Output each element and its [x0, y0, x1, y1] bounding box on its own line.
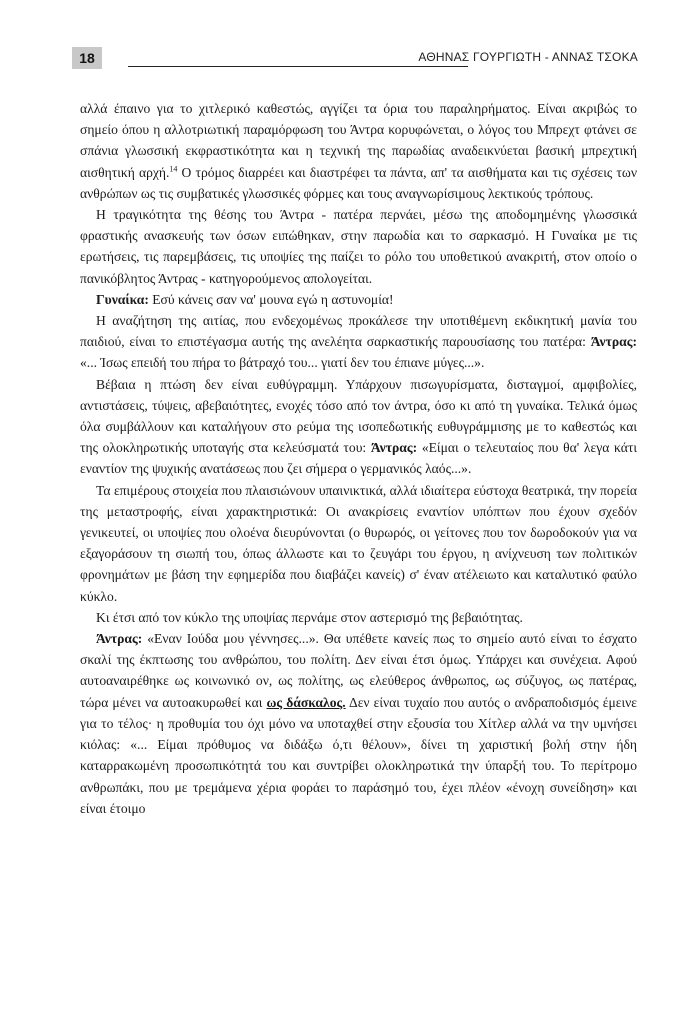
paragraph-8 [80, 628, 637, 819]
page-number: 18 [72, 47, 102, 69]
paragraph-2: Η τραγικότητα της θέσης του Άντρα - πατέρα περνάει, μέσω της αποδομημένης γλωσσικά φραστικής ανασκευής των όσων ειπώθηκαν, στην παρωδία και το σαρκασμό. Η Γυναίκα με τις ερωτήσεις, τις παρεμβάσεις, τις υποψίες της παίζει το ρόλο του υποθετικού ανακριτή, στον οποίο ο πανικόβλητος Άντρας - κατηγορούμενος απολογείται. [80, 207, 637, 286]
paragraph-7: Κι έτσι από τον κύκλο της υποψίας περνάμε στον αστερισμό της βεβαιότητας. [96, 609, 523, 625]
paragraph-4 [80, 310, 637, 374]
paragraph-text: Βέβαια η πτώση δεν είναι ευθύγραμμη. Υπάρχουν πισωγυρίσματα, δισταγμοί, αμφιβολίες, αντιστάσεις, τύψεις, αβεβαιότητες, ενοχές τόσο από τον άντρα, όσο κι από τη γυναίκα. Τελικά όμως όλα συμβάλλουν και καταλήγουν στο ρεύμα της ισοπεδωτικής ευθυγράμμισης με το καθεστώς και της ολοκληρωτικής υποταγής στα κελεύσματά του: [80, 376, 637, 456]
paragraph-1 [80, 98, 637, 204]
emphasized-phrase: ως δάσκαλος. [266, 694, 346, 710]
paragraph-text: αλλά έπαινο για το χιτλερικό καθεστώς, αγγίζει τα όρια του παραληρήματος. Είναι ακριβώς το σημείο όπου η αλλοτριωτική παραμόρφωση του Άντρα κορυφώνεται, ο λόγος του Μπρεχτ φτάνει σε σπάνια γλωσσική εκφραστικότητα και η τεχνική της παρωδίας αναδεικνύεται βασική μπρεχτική αισθητική αρχή. [80, 101, 637, 180]
speaker-label: Άντρας: [370, 440, 418, 456]
paragraph-3 [80, 289, 637, 310]
body-text [80, 98, 637, 819]
speaker-label: Άντρας: [96, 631, 143, 647]
paragraph-text: Θα υπέθετε κανείς πως το σημείο αυτό είναι το έσχατο σκαλί της έκπτωσης του ανθρώπου, του πολίτη. Δεν είναι έτσι όμως. Υπάρχει και συνέχεια. Αφού αυτοαναιρέθηκε ως κοινωνικό ον, ως πολίτης, ως ελεύθερος άνθρωπος, ως σύζυγος, ως πατέρας, τώρα μένει να αυτοακυρωθεί και [80, 631, 637, 710]
dialogue-line: Εσύ κάνεις σαν να' μουνα εγώ η αστυνομία! [148, 291, 394, 307]
page-header [72, 47, 638, 71]
footnote-marker: 14 [169, 164, 178, 174]
running-head: ΑΘΗΝΑΣ ΓΟΥΡΓΙΩΤΗ - ΑΝΝΑΣ ΤΣΟΚΑ [418, 50, 638, 64]
speaker-label: Άντρας: [590, 334, 637, 350]
dialogue-quote: «Εναν Ιούδα μου γέννησες...». [142, 631, 319, 647]
header-rule [128, 66, 468, 67]
paragraph-text: Ο τρόμος διαρρέει και διαστρέφει τα πάντα, απ' τα αισθήματα και τις σχέσεις των ανθρώπων ως τις συμβατικές γλωσσικές φόρμες και τους αναγνωρίσιμους λεκτικούς τρόπους. [80, 164, 637, 201]
paragraph-text: Η αναζήτηση της αιτίας, που ενδεχομένως προκάλεσε την υποτιθέμενη εκδικητική μανία του παιδιού, είναι το επιστέγασμα αυτής της ανελέητα σαρκαστικής παρουσίασης του πατέρα: [80, 313, 637, 350]
speaker-label: Γυναίκα: [96, 291, 149, 307]
dialogue-quote: «Είμαι ο τελευταίος που θα' λεγα κάτι εναντίον της ψυχικής ανατάσεως που ζει σήμερα ο γερμανικός λαός...». [80, 440, 637, 477]
paragraph-text: Δεν είναι τυχαίο που αυτός ο ανδραποδισμός έμεινε για το τέλος· η προθυμία του όχι μόνο να υποταχθεί στην εξουσία του Χίτλερ αλλά να την υμνήσει κιόλας: «... Είμαι πρόθυμος να διδάξω ό,τι θέλουν», δίνει τη χαριστική βολή στην ήδη καταρρακωμένη προσωπικότητά του και συντρίβει ολοκληρωτικά την ύπαρξή του. Το περίτρομο ανθρωπάκι, που με τρεμάμενα χέρια φοράει το παράσημό του, έχει πλέον «ένοχη συνείδηση» και είναι έτοιμο [80, 694, 637, 816]
dialogue-quote: «... Ίσως επειδή του πήρα το βάτραχό του... γιατί δεν του έπιανε μύγες...». [80, 355, 485, 371]
paragraph-5 [80, 374, 637, 480]
paragraph-6: Τα επιμέρους στοιχεία που πλαισιώνουν υπαινικτικά, αλλά ιδιαίτερα εύστοχα θεατρικά, την πορεία της μεταστροφής, είναι χαρακτηριστικά: Οι ανακρίσεις εναντίον υπόπτων που έχουν σχεδόν γενικευτεί, οι υποψίες που ολοένα διευρύνονται (ο θυρωρός, οι γείτονες που τον δωροδοκούν για να εξαγοράσουν τη σιωπή του, όπως άλλωστε και το ζευγάρι του έργου, η ανίχνευση των πολιτικών φρονημάτων με βάση την εφημερίδα που διαβάζει κανείς) σ' έναν ατέλειωτο και καταλυτικό φαύλο κύκλο. [80, 482, 637, 604]
